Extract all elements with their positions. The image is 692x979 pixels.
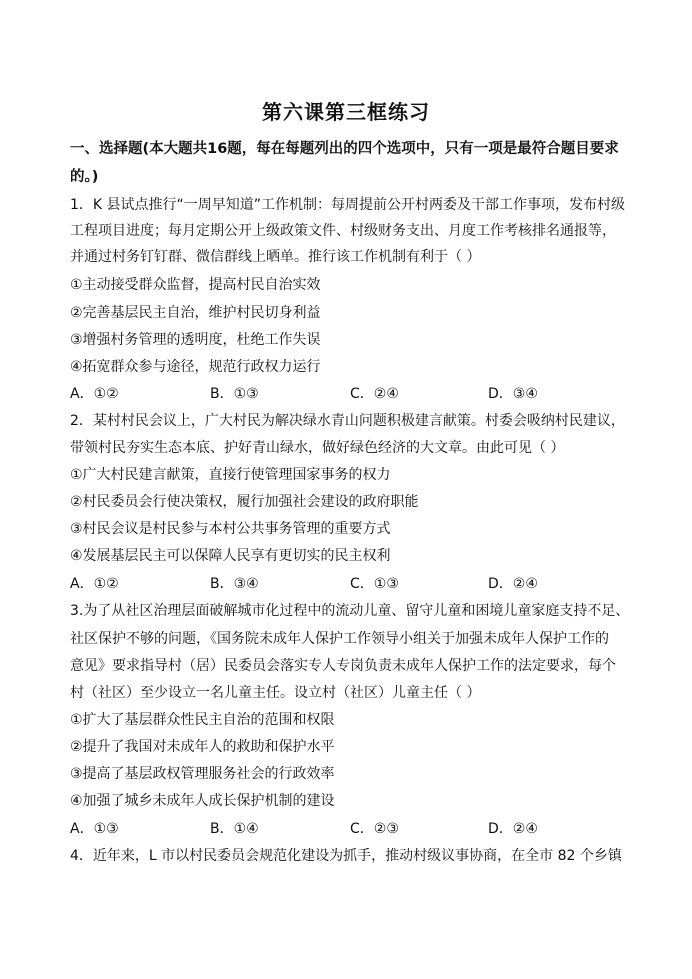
q1-option-b: B．①③ — [210, 386, 259, 402]
q3-option-d: D．②④ — [488, 821, 538, 837]
q2-item-3: ③村民会议是村民参与本村公共事务管理的重要方式 — [70, 521, 391, 537]
q3-item-4: ④加强了城乡未成年人成长保护机制的建设 — [70, 793, 335, 809]
q2-option-b: B．③④ — [210, 576, 259, 592]
q2-stem-line-1: 2．某村村民会议上，广大村民为解决绿水青山问题积极建言献策。村委会吸纳村民建议， — [70, 413, 625, 429]
q4-stem-line-1: 4．近年来，L 市以村民委员会规范化建设为抓手，推动村级议事协商，在全市 82 个乡镇 — [70, 848, 622, 864]
q3-option-b: B．①④ — [210, 821, 259, 837]
q2-option-c: C．①③ — [350, 576, 399, 592]
q2-options — [70, 575, 630, 593]
q2-item-2: ②村民委员会行使决策权，履行加强社会建设的政府职能 — [70, 494, 419, 510]
q3-stem-line-2: 社区保护不够的问题，《国务院未成年人保护工作领导小组关于加强未成年人保护工作的 — [70, 631, 609, 647]
q1-item-3: ③增强村务管理的透明度，杜绝工作失误 — [70, 332, 321, 348]
q3-option-c: C．②③ — [350, 821, 399, 837]
q1-option-a: A．①② — [70, 386, 119, 402]
q3-item-3: ③提高了基层政权管理服务社会的行政效率 — [70, 766, 335, 782]
q3-item-2: ②提升了我国对未成年人的救助和保护水平 — [70, 739, 335, 755]
page-title: 第六课第三框练习 — [262, 100, 430, 124]
q1-option-c: C．②④ — [350, 386, 399, 402]
q3-stem-line-4: 村（社区）至少设立一名儿童主任。设立村（社区）儿童主任（ ） — [70, 685, 481, 701]
q3-stem-line-1: 3.为了从社区治理层面破解城市化过程中的流动儿童、留守儿童和困境儿童家庭支持不足、 — [70, 603, 630, 619]
q1-options — [70, 385, 630, 403]
section-heading-line-1: 一、选择题(本大题共16题，每在每题列出的四个选项中，只有一项是最符合题目要求 — [70, 141, 619, 157]
q2-option-a: A．①② — [70, 576, 119, 592]
q3-stem-line-3: 意见》要求指导村（居）民委员会落实专人专岗负责未成年人保护工作的法定要求，每个 — [70, 658, 616, 674]
q2-item-4: ④发展基层民主可以保障人民享有更切实的民主权利 — [70, 548, 391, 564]
q2-stem-line-2: 带领村民夯实生态本底、护好青山绿水，做好绿色经济的大文章。由此可见（ ） — [70, 440, 565, 456]
q3-item-1: ①扩大了基层群众性民主自治的范围和权限 — [70, 712, 335, 728]
q3-options — [70, 820, 630, 838]
q1-item-1: ①主动接受群众监督，提高村民自治实效 — [70, 277, 321, 293]
q1-stem-line-3: 并通过村务钉钉群、微信群线上晒单。推行该工作机制有利于（ ） — [70, 249, 481, 265]
q1-stem-line-1: 1．K 县试点推行“一周早知道”工作机制：每周提前公开村两委及干部工作事项，发布村级 — [70, 197, 626, 213]
q1-option-d: D．③④ — [488, 386, 538, 402]
q1-item-4: ④拓宽群众参与途径，规范行政权力运行 — [70, 359, 321, 375]
q3-option-a: A．①③ — [70, 821, 119, 837]
q1-item-2: ②完善基层民主自治，维护村民切身利益 — [70, 305, 321, 321]
q2-option-d: D．②④ — [488, 576, 538, 592]
q1-stem-line-2: 工程项目进度；每月定期公开上级政策文件、村级财务支出、月度工作考核排名通报等， — [70, 223, 616, 239]
section-heading-line-2: 的。) — [70, 169, 99, 185]
q2-item-1: ①广大村民建言献策，直接行使管理国家事务的权力 — [70, 467, 391, 483]
